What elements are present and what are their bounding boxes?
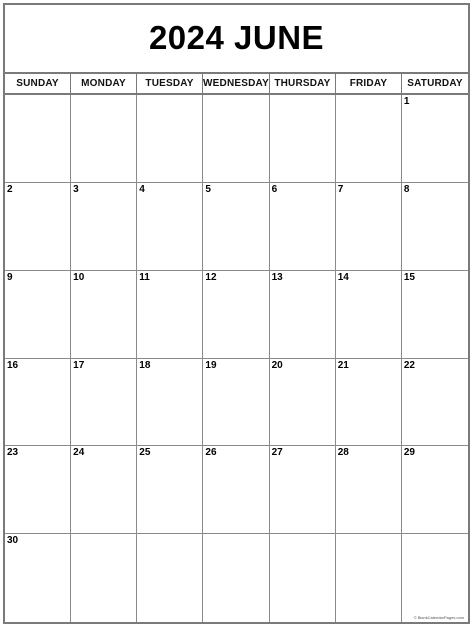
day-number: 24 <box>73 447 85 459</box>
day-number: 2 <box>7 183 13 195</box>
day-grid <box>5 95 468 622</box>
day-number: 13 <box>271 271 283 283</box>
day-number: 21 <box>337 359 349 371</box>
day-cell <box>137 95 203 183</box>
day-number: 18 <box>139 359 151 371</box>
day-number: 5 <box>205 183 211 195</box>
day-cell <box>270 271 336 359</box>
day-number: 26 <box>205 447 217 459</box>
day-cell <box>137 359 203 447</box>
day-number: 9 <box>7 271 13 283</box>
day-cell <box>203 271 269 359</box>
day-cell <box>137 183 203 271</box>
weekday-tuesday: TUESDAY <box>137 74 203 93</box>
day-number: 15 <box>403 271 415 283</box>
day-cell <box>71 446 137 534</box>
day-number: 22 <box>403 359 415 371</box>
day-number: 4 <box>139 183 145 195</box>
day-cell <box>203 359 269 447</box>
day-number: 14 <box>337 271 349 283</box>
day-cell <box>336 359 402 447</box>
weekday-thursday: THURSDAY <box>270 74 336 93</box>
day-cell <box>336 534 402 622</box>
watermark: © BlankCalendarPages.com <box>413 615 464 620</box>
day-cell <box>5 534 71 622</box>
day-cell <box>402 359 468 447</box>
day-cell <box>203 95 269 183</box>
day-number: 10 <box>73 271 85 283</box>
day-number: 1 <box>403 96 410 107</box>
calendar-title: 2024 JUNE <box>148 19 325 56</box>
day-cell <box>336 271 402 359</box>
day-number: 28 <box>337 447 349 459</box>
weekday-header-row <box>5 72 468 95</box>
day-number: 7 <box>337 183 344 195</box>
weekday-monday: MONDAY <box>71 74 137 93</box>
day-cell <box>402 95 468 183</box>
weekday-wednesday: WEDNESDAY <box>203 74 270 93</box>
day-cell <box>71 271 137 359</box>
day-number: 3 <box>73 183 79 195</box>
day-cell <box>402 446 468 534</box>
day-number: 6 <box>271 183 278 195</box>
day-cell <box>203 183 269 271</box>
day-cell <box>137 446 203 534</box>
day-cell <box>270 446 336 534</box>
day-cell <box>402 534 468 622</box>
day-cell <box>203 446 269 534</box>
weekday-sunday: SUNDAY <box>5 74 71 93</box>
day-number: 20 <box>271 359 283 371</box>
day-cell <box>5 95 71 183</box>
day-cell <box>270 95 336 183</box>
day-cell <box>5 183 71 271</box>
day-cell <box>137 271 203 359</box>
day-cell <box>71 95 137 183</box>
day-number: 16 <box>7 359 19 371</box>
day-number: 23 <box>7 447 19 459</box>
day-cell <box>270 359 336 447</box>
day-number: 25 <box>139 447 151 459</box>
day-number: 12 <box>205 271 217 283</box>
day-cell <box>71 359 137 447</box>
day-cell <box>270 534 336 622</box>
day-number: 30 <box>7 535 19 547</box>
day-cell <box>5 359 71 447</box>
day-number: 27 <box>271 447 283 459</box>
day-cell <box>336 446 402 534</box>
day-number: 8 <box>403 183 410 195</box>
day-cell <box>71 534 137 622</box>
day-cell <box>5 271 71 359</box>
day-cell <box>71 183 137 271</box>
day-cell <box>270 183 336 271</box>
day-cell <box>203 534 269 622</box>
day-cell <box>336 183 402 271</box>
day-cell <box>402 183 468 271</box>
day-number: 11 <box>139 271 150 283</box>
day-number: 19 <box>205 359 217 371</box>
day-cell <box>137 534 203 622</box>
day-cell <box>402 271 468 359</box>
day-cell <box>336 95 402 183</box>
weekday-saturday: SATURDAY <box>407 78 463 89</box>
weekday-friday: FRIDAY <box>336 74 402 93</box>
day-cell <box>5 446 71 534</box>
calendar-frame <box>3 3 470 624</box>
day-number: 29 <box>403 447 415 459</box>
day-number: 17 <box>73 359 85 371</box>
